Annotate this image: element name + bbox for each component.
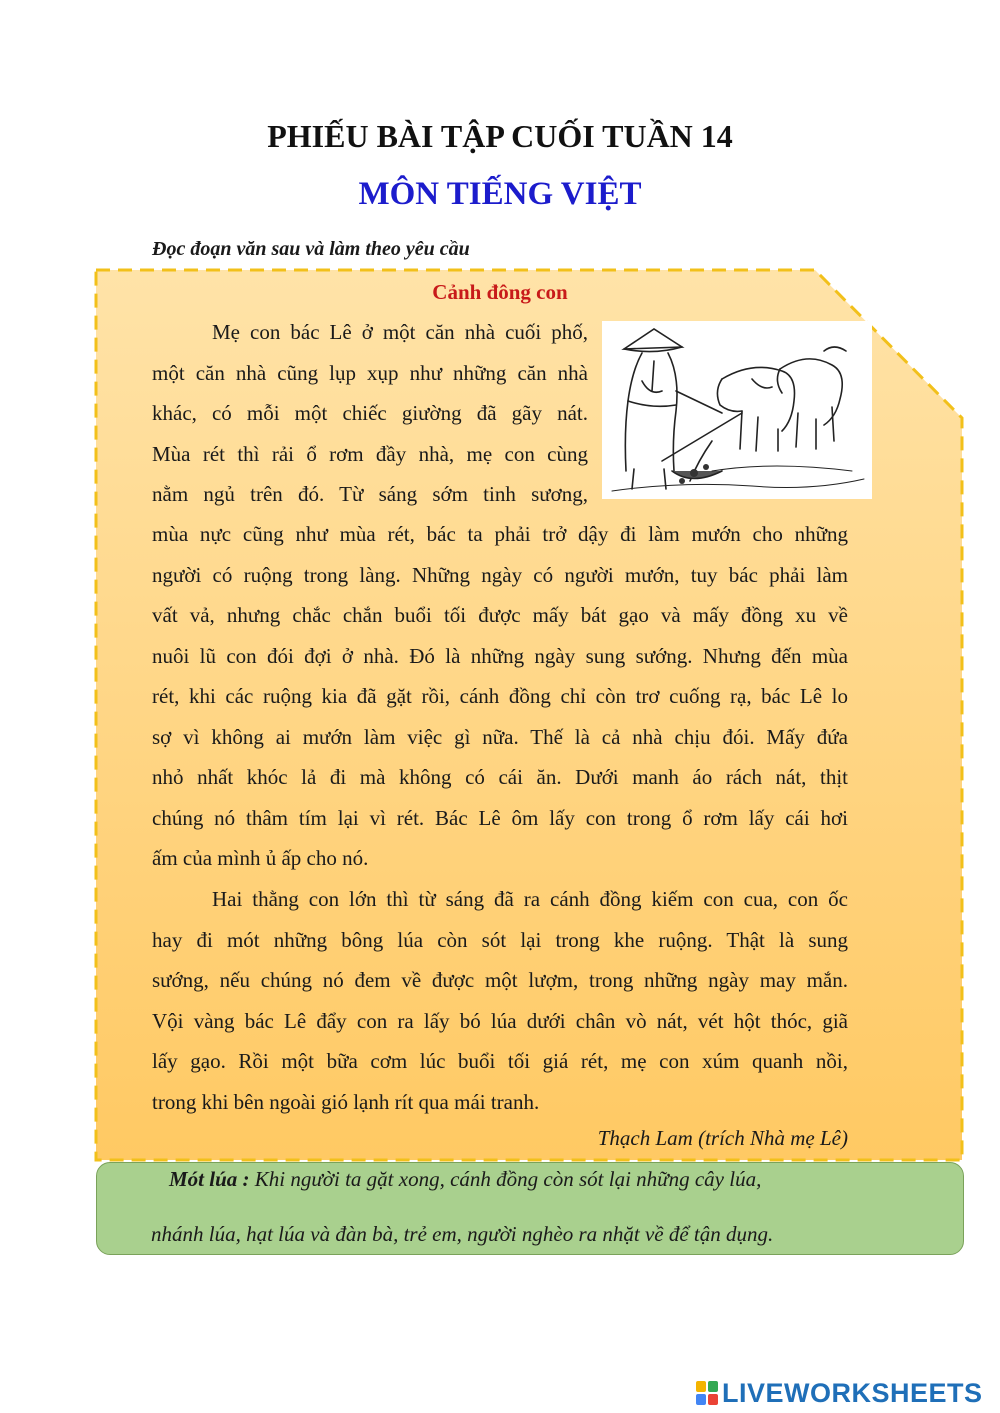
passage-paragraph-2 [152, 879, 848, 1122]
passage-line: Hai thằng con lớn thì từ sáng đã ra cánh đồng kiếm con cua, con ốc [212, 887, 848, 911]
page-title: PHIẾU BÀI TẬP CUỐI TUẦN 14 [267, 118, 733, 154]
passage-line: rét, khi các ruộng kia đã gặt rồi, cánh đồng chỉ còn trơ cuống rạ, bác Lê lo [152, 684, 848, 708]
passage-line: ấm của mình ủ ấp cho nó. [152, 846, 369, 870]
farmer-plowing-with-buffalo-icon [602, 321, 872, 499]
passage-line: Mùa rét thì rải ổ rơm đầy nhà, mẹ con cùng [152, 441, 588, 466]
passage-line: hay đi mót những bông lúa còn sót lại trong khe ruộng. Thật là sung [152, 927, 848, 952]
glossary-term: Mót lúa : [169, 1167, 250, 1191]
passage-line: mùa nực cũng như mùa rét, bác ta phải trở dậy đi làm mướn cho những [152, 522, 848, 546]
passage-line: Vội vàng bác Lê đẩy con ra lấy bó lúa dưới chân vò nát, vét hột thóc, giã [152, 1008, 848, 1033]
passage-line: nhỏ nhất khóc lả đi mà không có cái ăn. Dưới manh áo rách nát, thịt [152, 765, 848, 789]
passage-line: một căn nhà cũng lụp xụp như những căn nhà [152, 360, 588, 385]
passage-paragraph-1-wrapped [152, 312, 588, 515]
liveworksheets-logo [696, 1378, 983, 1408]
glossary-line-2: nhánh lúa, hạt lúa và đàn bà, trẻ em, người nghèo ra nhặt về để tận dụng. [151, 1222, 774, 1246]
author-credit: Thạch Lam (trích Nhà mẹ Lê) [597, 1126, 848, 1150]
story-title: Cảnh đông con [432, 280, 568, 304]
passage-line: sướng, nếu chúng nó đem về được một lượm, trong những ngày may mắn. [152, 968, 848, 992]
glossary-line-1 [169, 1167, 761, 1192]
passage-line: vất vả, nhưng chắc chắn buổi tối được mấy bát gạo và mấy đồng xu về [152, 603, 848, 627]
passage-line: sợ vì không ai mướn làm việc gì nữa. Thế là cả nhà chịu đói. Mấy đứa [152, 724, 848, 749]
passage-line: chúng nó thâm tím lại vì rét. Bác Lê ôm lấy con trong ổ rơm lấy cái hơi [152, 805, 848, 830]
passage-line: nuôi lũ con đói đợi ở nhà. Đó là những ngày sung sướng. Nhưng đến mùa [152, 643, 848, 668]
brand-name: LIVEWORKSHEETS [722, 1377, 983, 1408]
glossary-definition: Khi người ta gặt xong, cánh đồng còn sót lại những cây lúa, [254, 1167, 762, 1191]
passage-line: lấy gạo. Rồi một bữa cơm lúc buổi tối giá rét, mẹ con xúm quanh nồi, [152, 1049, 848, 1073]
passage-line: trong khi bên ngoài gió lạnh rít qua mái tranh. [152, 1089, 540, 1114]
instruction-text: Đọc đoạn văn sau và làm theo yêu cầu [152, 238, 470, 260]
subject-title: MÔN TIẾNG VIỆT [358, 176, 642, 212]
farmer-plowing-illustration [602, 321, 872, 499]
passage-line: nằm ngủ trên đó. Từ sáng sớm tinh sương, [152, 482, 588, 506]
liveworksheets-mark-icon [696, 1381, 718, 1405]
passage-line: Mẹ con bác Lê ở một căn nhà cuối phố, [212, 320, 588, 344]
glossary-box [96, 1162, 964, 1255]
passage-line: khác, có mỗi một chiếc giường đã gãy nát. [152, 401, 588, 425]
passage-line: người có ruộng trong làng. Những ngày có người mướn, tuy bác phải làm [152, 562, 848, 587]
passage-paragraph-1-full [152, 514, 848, 879]
